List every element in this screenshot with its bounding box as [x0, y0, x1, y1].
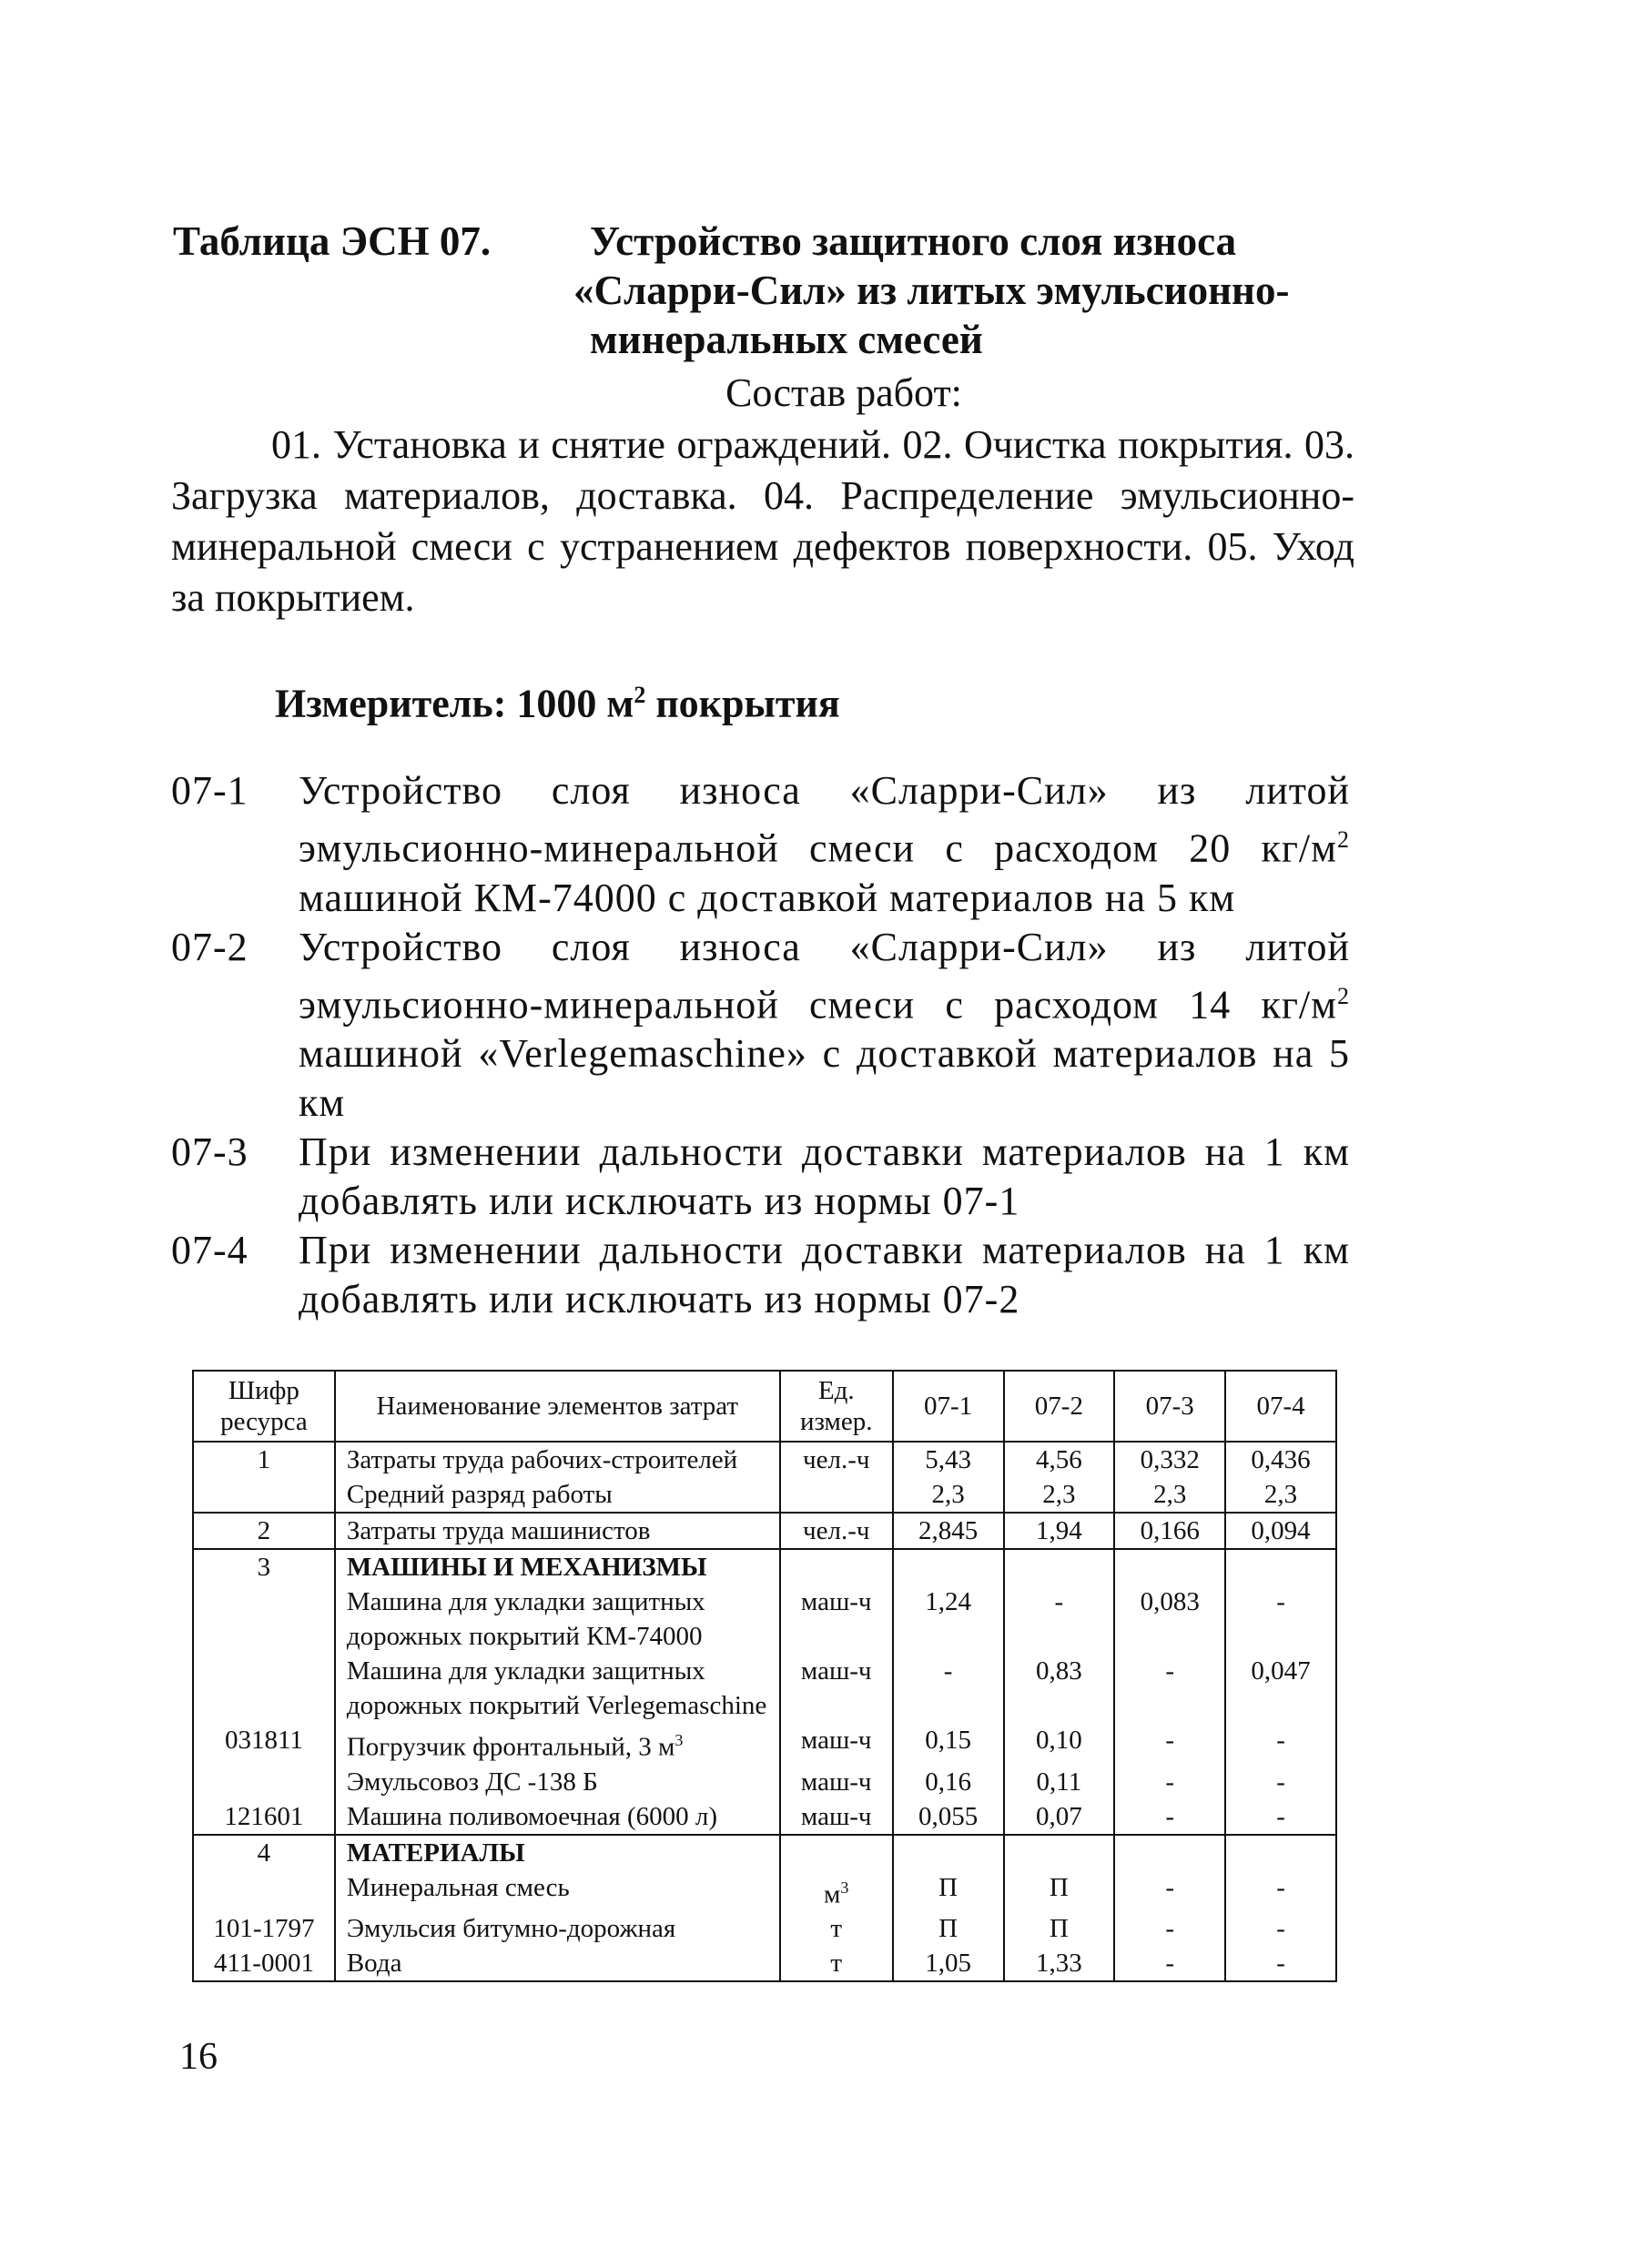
table-row	[193, 1765, 1336, 1799]
cell-07-1: 1,24	[893, 1585, 1004, 1654]
cell-07-1: -	[893, 1654, 1004, 1723]
table-row	[193, 1654, 1336, 1723]
title-line: минеральных смесей	[590, 317, 983, 362]
norm-sup: 2	[1337, 826, 1350, 853]
cell-name-text: Погрузчик фронтальный, 3 м	[346, 1732, 675, 1762]
col-header-07-1: 07-1	[893, 1371, 1004, 1442]
cell-name-sup: 3	[674, 1731, 684, 1749]
table-row	[193, 1549, 1336, 1585]
cell-unit: чел.-ч	[780, 1513, 893, 1549]
cell-unit	[780, 1835, 893, 1870]
table-row	[193, 1911, 1336, 1946]
cell-07-4: 0,047	[1225, 1654, 1336, 1723]
table-row	[193, 1870, 1336, 1912]
cell-07-4	[1225, 1835, 1336, 1870]
table-row	[193, 1477, 1336, 1513]
cell-code	[193, 1870, 335, 1912]
cell-code: 3	[193, 1549, 335, 1585]
cell-unit: т	[780, 1946, 893, 1981]
norm-text: Устройство слоя износа «Сларри-Сил» из литой эмульсионно-минеральной смеси с расходом 14 кг/м	[299, 924, 1350, 1028]
cell-07-3: -	[1114, 1799, 1225, 1835]
cell-name: Машина для укладки защитных дорожных покрытий Verlegemaschine	[335, 1654, 780, 1723]
cell-07-1: 0,15	[893, 1723, 1004, 1765]
cell-07-4: -	[1225, 1585, 1336, 1654]
cell-unit	[780, 1870, 893, 1912]
cell-07-1: П	[893, 1911, 1004, 1946]
cell-07-4: 0,436	[1225, 1442, 1336, 1477]
cell-07-3: -	[1114, 1870, 1225, 1912]
cell-07-2: 0,11	[1004, 1765, 1115, 1799]
cell-07-4: 0,094	[1225, 1513, 1336, 1549]
norm-code: 07-1	[171, 768, 248, 813]
cell-07-3: -	[1114, 1654, 1225, 1723]
cell-07-2: П	[1004, 1911, 1115, 1946]
title-line: «Сларри-Сил» из литых эмульсионно-	[573, 268, 1290, 313]
cell-unit: т	[780, 1911, 893, 1946]
cell-07-3: -	[1114, 1723, 1225, 1765]
cell-07-2	[1004, 1549, 1115, 1585]
cell-07-4: 2,3	[1225, 1477, 1336, 1513]
works-text	[171, 420, 1354, 623]
cell-name: Эмульсия битумно-дорожная	[335, 1911, 780, 1946]
cell-name: Вода	[335, 1946, 780, 1981]
norm-code: 07-2	[171, 924, 248, 969]
norm-item	[171, 1226, 1350, 1324]
norms-list	[171, 766, 1350, 1324]
title-label: Таблица ЭСН 07.	[173, 218, 492, 264]
cell-name: Машина для укладки защитных дорожных покрытий КМ-74000	[335, 1585, 780, 1654]
cell-code: 4	[193, 1835, 335, 1870]
cell-07-4: -	[1225, 1870, 1336, 1912]
cell-unit: маш-ч	[780, 1654, 893, 1723]
cell-07-1	[893, 1549, 1004, 1585]
cell-name: МАШИНЫ И МЕХАНИЗМЫ	[335, 1549, 780, 1585]
cell-07-4	[1225, 1549, 1336, 1585]
col-header-unit: Ед. измер.	[780, 1371, 893, 1442]
cell-07-3: 0,166	[1114, 1513, 1225, 1549]
cell-name	[335, 1723, 780, 1765]
cell-code: 031811	[193, 1723, 335, 1765]
table-row	[193, 1723, 1336, 1765]
cell-07-3	[1114, 1835, 1225, 1870]
norm-tail: машиной «Verlegemaschine» с доставкой материалов на 5 км	[299, 1031, 1350, 1126]
cell-07-4: -	[1225, 1799, 1336, 1835]
table-row	[193, 1946, 1336, 1981]
col-header-name: Наименование элементов затрат	[335, 1371, 780, 1442]
table-header-row	[193, 1371, 1336, 1442]
cell-name: МАТЕРИАЛЫ	[335, 1835, 780, 1870]
cell-unit: чел.-ч	[780, 1442, 893, 1477]
cell-name: Эмульсовоз ДС -138 Б	[335, 1765, 780, 1799]
norm-text: При изменении дальности доставки материалов на 1 км добавлять или исключать из нормы 07-2	[299, 1228, 1350, 1322]
cell-code: 101-1797	[193, 1911, 335, 1946]
cell-07-2: -	[1004, 1585, 1115, 1654]
cell-code: 1	[193, 1442, 335, 1477]
cell-name: Средний разряд работы	[335, 1477, 780, 1513]
resources-table	[192, 1370, 1337, 1982]
norm-text: При изменении дальности доставки материалов на 1 км добавлять или исключать из нормы 07-1	[299, 1129, 1350, 1224]
cell-07-1: 2,3	[893, 1477, 1004, 1513]
table-row	[193, 1585, 1336, 1654]
cell-unit: маш-ч	[780, 1799, 893, 1835]
cell-unit	[780, 1477, 893, 1513]
norm-text: Устройство слоя износа «Сларри-Сил» из литой эмульсионно-минеральной смеси с расходом 20 кг/м	[299, 768, 1350, 871]
cell-07-3: -	[1114, 1911, 1225, 1946]
norm-item	[171, 766, 1350, 923]
cell-07-2: П	[1004, 1870, 1115, 1912]
cell-code: 121601	[193, 1799, 335, 1835]
cell-unit: маш-ч	[780, 1765, 893, 1799]
works-header: Состав работ:	[725, 370, 962, 415]
cell-07-2: 1,94	[1004, 1513, 1115, 1549]
title-text	[573, 217, 1290, 364]
cell-07-2: 1,33	[1004, 1946, 1115, 1981]
cell-name: Машина поливомоечная (6000 л)	[335, 1799, 780, 1835]
cell-07-1	[893, 1835, 1004, 1870]
table-row	[193, 1835, 1336, 1870]
col-header-code: Шифр ресурса	[193, 1371, 335, 1442]
cell-07-1: 0,055	[893, 1799, 1004, 1835]
cell-07-2: 2,3	[1004, 1477, 1115, 1513]
cell-unit	[780, 1549, 893, 1585]
cell-07-2	[1004, 1835, 1115, 1870]
cell-code	[193, 1477, 335, 1513]
page-number: 16	[179, 2036, 218, 2078]
cell-07-2: 0,83	[1004, 1654, 1115, 1723]
norm-code: 07-3	[171, 1129, 248, 1175]
cell-name: Затраты труда машинистов	[335, 1513, 780, 1549]
cell-07-3	[1114, 1549, 1225, 1585]
cell-07-4: -	[1225, 1723, 1336, 1765]
cell-07-2: 4,56	[1004, 1442, 1115, 1477]
col-header-07-4: 07-4	[1225, 1371, 1336, 1442]
measure-unit	[275, 671, 840, 729]
cell-07-4: -	[1225, 1911, 1336, 1946]
measure-text: Измеритель: 1000 м	[275, 681, 634, 726]
cell-07-1: 1,05	[893, 1946, 1004, 1981]
cell-07-3: 2,3	[1114, 1477, 1225, 1513]
cell-code: 411-0001	[193, 1946, 335, 1981]
cell-unit: маш-ч	[780, 1723, 893, 1765]
cell-unit-text: м	[824, 1879, 841, 1909]
cell-07-1: П	[893, 1870, 1004, 1912]
cell-07-3: 0,083	[1114, 1585, 1225, 1654]
cell-07-1: 2,845	[893, 1513, 1004, 1549]
cell-code	[193, 1585, 335, 1654]
cell-unit-sup: 3	[840, 1878, 849, 1897]
col-header-07-3: 07-3	[1114, 1371, 1225, 1442]
norm-sup: 2	[1337, 982, 1350, 1009]
cell-07-1: 5,43	[893, 1442, 1004, 1477]
cell-name: Минеральная смесь	[335, 1870, 780, 1912]
cell-07-4: -	[1225, 1765, 1336, 1799]
measure-tail: покрытия	[645, 681, 840, 726]
works-text-body: 01. Установка и снятие ограждений. 02. Очистка покрытия. 03. Загрузка материалов, доставка. 04. Распределение эмульсионно-минеральной смеси с устранением дефектов поверхности. 05. Уход за покрытием.	[171, 422, 1354, 620]
measure-sup: 2	[634, 682, 646, 708]
cell-name: Затраты труда рабочих-строителей	[335, 1442, 780, 1477]
col-header-07-2: 07-2	[1004, 1371, 1115, 1442]
norm-code: 07-4	[171, 1228, 248, 1273]
cell-07-1: 0,16	[893, 1765, 1004, 1799]
table-row	[193, 1442, 1336, 1477]
cell-07-2: 0,07	[1004, 1799, 1115, 1835]
cell-code	[193, 1654, 335, 1723]
norm-item	[171, 1128, 1350, 1226]
table-row	[193, 1799, 1336, 1835]
cell-07-3: 0,332	[1114, 1442, 1225, 1477]
norm-item	[171, 923, 1350, 1129]
cell-07-2: 0,10	[1004, 1723, 1115, 1765]
title-line: Устройство защитного слоя износа	[590, 218, 1237, 264]
norm-tail: машиной КМ-74000 с доставкой материалов на 5 км	[299, 875, 1236, 920]
table-row	[193, 1513, 1336, 1549]
cell-code: 2	[193, 1513, 335, 1549]
cell-unit: маш-ч	[780, 1585, 893, 1654]
cell-code	[193, 1765, 335, 1799]
cell-07-3: -	[1114, 1765, 1225, 1799]
cell-07-4: -	[1225, 1946, 1336, 1981]
cell-07-3: -	[1114, 1946, 1225, 1981]
